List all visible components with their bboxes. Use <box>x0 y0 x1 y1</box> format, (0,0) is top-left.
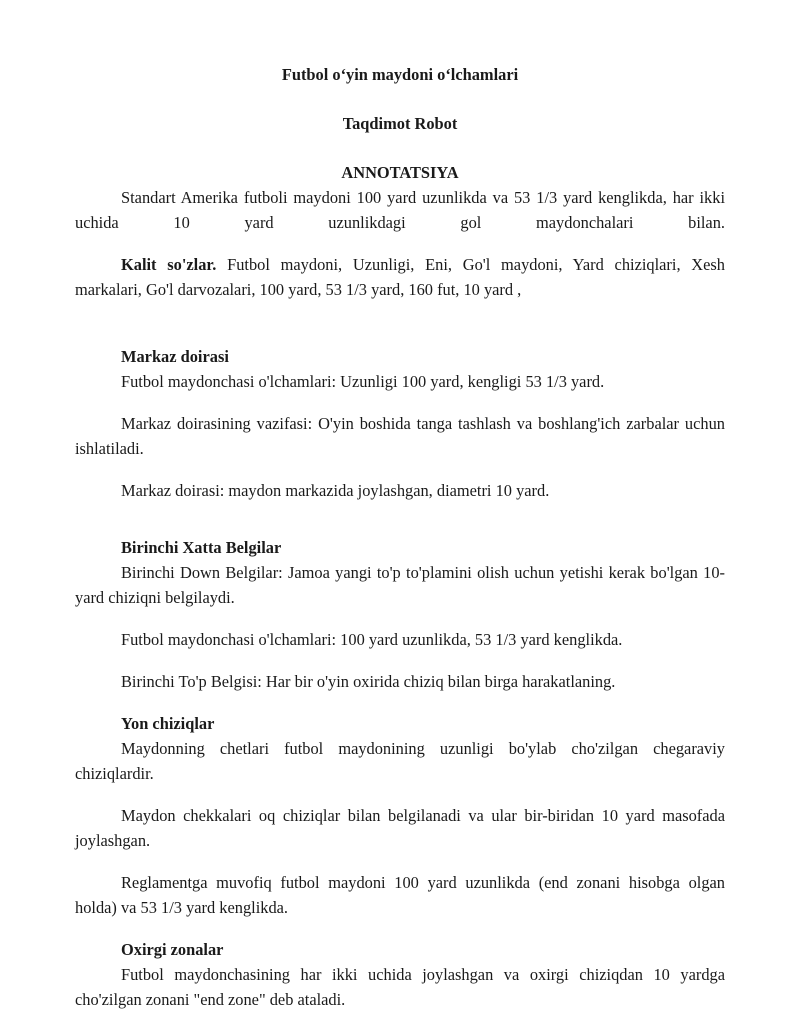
keywords-paragraph <box>75 252 725 302</box>
section-paragraph: Futbol maydonchasi o'lchamlari: 100 yard uzunlikda, 53 1/3 yard kenglikda. <box>121 630 623 649</box>
section-heading-sidelines: Yon chiziqlar <box>121 714 215 733</box>
section-paragraph: Maydonning chetlari futbol maydonining uzunligi bo'ylab cho'zilgan chegaraviy chiziqlardir. <box>75 739 725 783</box>
annotation-text: Standart Amerika futboli maydoni 100 yard uzunlikda va 53 1/3 yard kenglikda, har ikki uchida 10 yard uzunlikdagi gol maydonchalari bilan. <box>75 188 725 232</box>
keywords-label: Kalit so'zlar. <box>121 255 217 274</box>
section-paragraph: Maydon chekkalari oq chiziqlar bilan belgilanadi va ular bir-biridan 10 yard masofada joylashgan. <box>75 806 725 850</box>
section-paragraph: Markaz doirasi: maydon markazida joylashgan, diametri 10 yard. <box>121 481 550 500</box>
section-heading-end-zones: Oxirgi zonalar <box>121 940 224 959</box>
keywords-text: Futbol maydoni, Uzunligi, Eni, Go'l maydoni, Yard chiziqlari, Xesh markalari, Go'l darvozalari, 100 yard, 53 1/3 yard, 160 fut, 10 yard , <box>75 255 725 299</box>
document-author: Taqdimot Robot <box>342 114 458 133</box>
section-paragraph: Markaz doirasining vazifasi: O'yin boshida tanga tashlash va boshlang'ich zarbalar uchun ishlatiladi. <box>75 414 725 458</box>
section-heading-center-circle: Markaz doirasi <box>121 347 229 366</box>
section-paragraph: Birinchi Down Belgilar: Jamoa yangi to'p to'plamini olish uchun yetishi kerak bo'lgan 10-yard chiziqni belgilaydi. <box>75 563 725 607</box>
section-paragraph: Futbol maydonchasi o'lchamlari: Uzunligi 100 yard, kengligi 53 1/3 yard. <box>121 372 605 391</box>
section-paragraph: Futbol maydonchasining har ikki uchida joylashgan va oxirgi chiziqdan 10 yardga cho'zilgan zonani "end zone" deb ataladi. <box>75 965 725 1009</box>
section-heading-first-down-markers: Birinchi Xatta Belgilar <box>121 538 282 557</box>
section-paragraph: Birinchi To'p Belgisi: Har bir o'yin oxirida chiziq bilan birga harakatlaning. <box>121 672 616 691</box>
section-paragraph: Reglamentga muvofiq futbol maydoni 100 yard uzunlikda (end zonani hisobga olgan holda) va 53 1/3 yard kenglikda. <box>75 873 725 917</box>
document-title: Futbol o‘yin maydoni o‘lchamlari <box>281 65 519 84</box>
document-page <box>75 62 725 1012</box>
annotation-heading: ANNOTATSIYA <box>341 163 459 182</box>
